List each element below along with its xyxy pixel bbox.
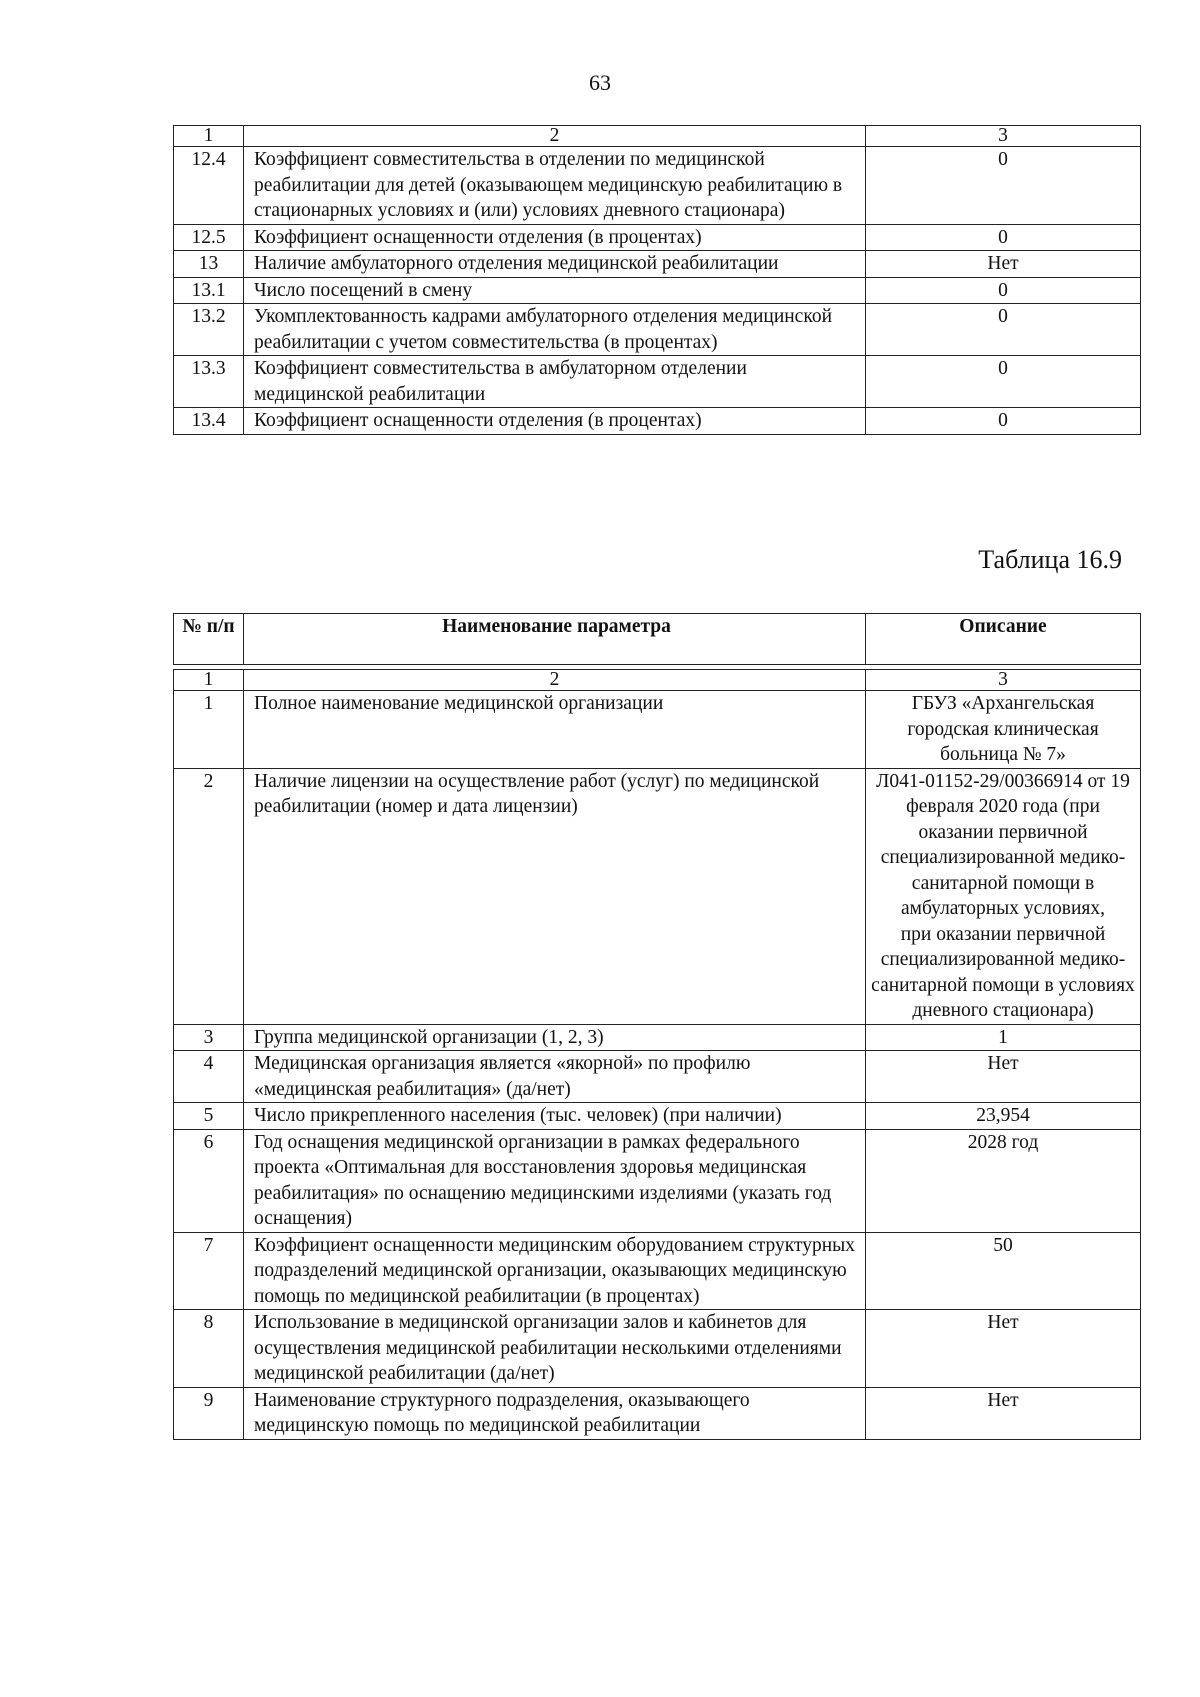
parameter-name: Использование в медицинской организации залов и кабинетов для осуществления медицинской реабилитации несколькими отделениями медицинской реабилитации (да/нет) bbox=[244, 1310, 866, 1388]
table-row bbox=[174, 1129, 1141, 1232]
table-row bbox=[174, 408, 1141, 435]
row-number: 13.3 bbox=[174, 356, 244, 408]
parameter-name: Число посещений в смену bbox=[244, 277, 866, 304]
row-number: 8 bbox=[174, 1310, 244, 1388]
table-row bbox=[174, 224, 1141, 251]
row-number: 9 bbox=[174, 1387, 244, 1439]
header-description: Описание bbox=[866, 614, 1141, 665]
row-number: 6 bbox=[174, 1129, 244, 1232]
parameter-name: Группа медицинской организации (1, 2, 3) bbox=[244, 1024, 866, 1051]
column-number: 3 bbox=[866, 670, 1141, 691]
table-row bbox=[174, 356, 1141, 408]
row-number: 3 bbox=[174, 1024, 244, 1051]
table-row bbox=[174, 691, 1141, 769]
parameter-value: ГБУЗ «Архангельская городская клиническая больница № 7» bbox=[866, 691, 1141, 769]
parameter-name: Коэффициент совместительства в амбулаторном отделении медицинской реабилитации bbox=[244, 356, 866, 408]
parameter-value: 0 bbox=[866, 356, 1141, 408]
parameter-name: Коэффициент оснащенности отделения (в процентах) bbox=[244, 224, 866, 251]
parameter-value: Нет bbox=[866, 251, 1141, 278]
parameter-value: Нет bbox=[866, 1310, 1141, 1388]
parameter-value: 0 bbox=[866, 304, 1141, 356]
row-number: 4 bbox=[174, 1051, 244, 1103]
row-number: 13.2 bbox=[174, 304, 244, 356]
row-number: 7 bbox=[174, 1232, 244, 1310]
table-row bbox=[174, 304, 1141, 356]
table-row bbox=[174, 768, 1141, 1024]
table-caption: Таблица 16.9 bbox=[978, 545, 1122, 574]
parameter-name: Год оснащения медицинской организации в рамках федерального проекта «Оптимальная для восстановления здоровья медицинская реабилитация» по оснащению медицинскими изделиями (указать год оснащения) bbox=[244, 1129, 866, 1232]
table-row bbox=[174, 1103, 1141, 1130]
table-row bbox=[174, 1387, 1141, 1439]
table-row bbox=[174, 1051, 1141, 1103]
row-number: 12.5 bbox=[174, 224, 244, 251]
header-row bbox=[174, 614, 1141, 665]
parameter-value: 0 bbox=[866, 147, 1141, 225]
column-number: 1 bbox=[174, 670, 244, 691]
page-number: 63 bbox=[589, 70, 611, 95]
table-row bbox=[174, 251, 1141, 278]
parameter-value: Л041-01152-29/00366914 от 19 февраля 2020 года (при оказании первичной специализированной медико-санитарной помощи в амбулаторных условиях, при оказании первичной специализированной медико-санитарной помощи в условиях дневного стационара) bbox=[866, 768, 1141, 1024]
row-number: 13.1 bbox=[174, 277, 244, 304]
row-number: 2 bbox=[174, 768, 244, 1024]
table-row bbox=[174, 277, 1141, 304]
parameter-value: 2028 год bbox=[866, 1129, 1141, 1232]
parameter-value: 23,954 bbox=[866, 1103, 1141, 1130]
table-continued bbox=[173, 125, 1141, 435]
parameter-value: 0 bbox=[866, 408, 1141, 435]
column-number-row bbox=[174, 126, 1141, 147]
column-number: 3 bbox=[866, 126, 1141, 147]
row-number: 13.4 bbox=[174, 408, 244, 435]
parameter-value: 0 bbox=[866, 224, 1141, 251]
parameters-table bbox=[173, 669, 1141, 1440]
column-number: 2 bbox=[244, 126, 866, 147]
parameter-name: Коэффициент оснащенности отделения (в процентах) bbox=[244, 408, 866, 435]
row-number: 1 bbox=[174, 691, 244, 769]
parameter-name: Полное наименование медицинской организации bbox=[244, 691, 866, 769]
column-number: 1 bbox=[174, 126, 244, 147]
parameter-name: Укомплектованность кадрами амбулаторного отделения медицинской реабилитации с учетом совместительства (в процентах) bbox=[244, 304, 866, 356]
parameter-name: Коэффициент оснащенности медицинским оборудованием структурных подразделений медицинской организации, оказывающих медицинскую помощь по медицинской реабилитации (в процентах) bbox=[244, 1232, 866, 1310]
table-row bbox=[174, 1024, 1141, 1051]
table-row bbox=[174, 147, 1141, 225]
parameter-value: 1 bbox=[866, 1024, 1141, 1051]
parameter-value: 0 bbox=[866, 277, 1141, 304]
parameter-name: Число прикрепленного населения (тыс. человек) (при наличии) bbox=[244, 1103, 866, 1130]
table-row bbox=[174, 1232, 1141, 1310]
column-number: 2 bbox=[244, 670, 866, 691]
header-number: № п/п bbox=[174, 614, 244, 665]
parameter-value: 50 bbox=[866, 1232, 1141, 1310]
parameter-value: Нет bbox=[866, 1387, 1141, 1439]
column-number-row bbox=[174, 670, 1141, 691]
parameter-value: Нет bbox=[866, 1051, 1141, 1103]
parameter-name: Наименование структурного подразделения, оказывающего медицинскую помощь по медицинской реабилитации bbox=[244, 1387, 866, 1439]
table-header bbox=[173, 613, 1141, 665]
table-row bbox=[174, 1310, 1141, 1388]
parameter-name: Наличие амбулаторного отделения медицинской реабилитации bbox=[244, 251, 866, 278]
parameter-name: Коэффициент совместительства в отделении по медицинской реабилитации для детей (оказывающем медицинскую реабилитацию в стационарных условиях и (или) условиях дневного стационара) bbox=[244, 147, 866, 225]
row-number: 5 bbox=[174, 1103, 244, 1130]
row-number: 12.4 bbox=[174, 147, 244, 225]
parameter-name: Наличие лицензии на осуществление работ (услуг) по медицинской реабилитации (номер и дата лицензии) bbox=[244, 768, 866, 1024]
parameter-name: Медицинская организация является «якорной» по профилю «медицинская реабилитация» (да/нет) bbox=[244, 1051, 866, 1103]
row-number: 13 bbox=[174, 251, 244, 278]
header-parameter: Наименование параметра bbox=[244, 614, 866, 665]
